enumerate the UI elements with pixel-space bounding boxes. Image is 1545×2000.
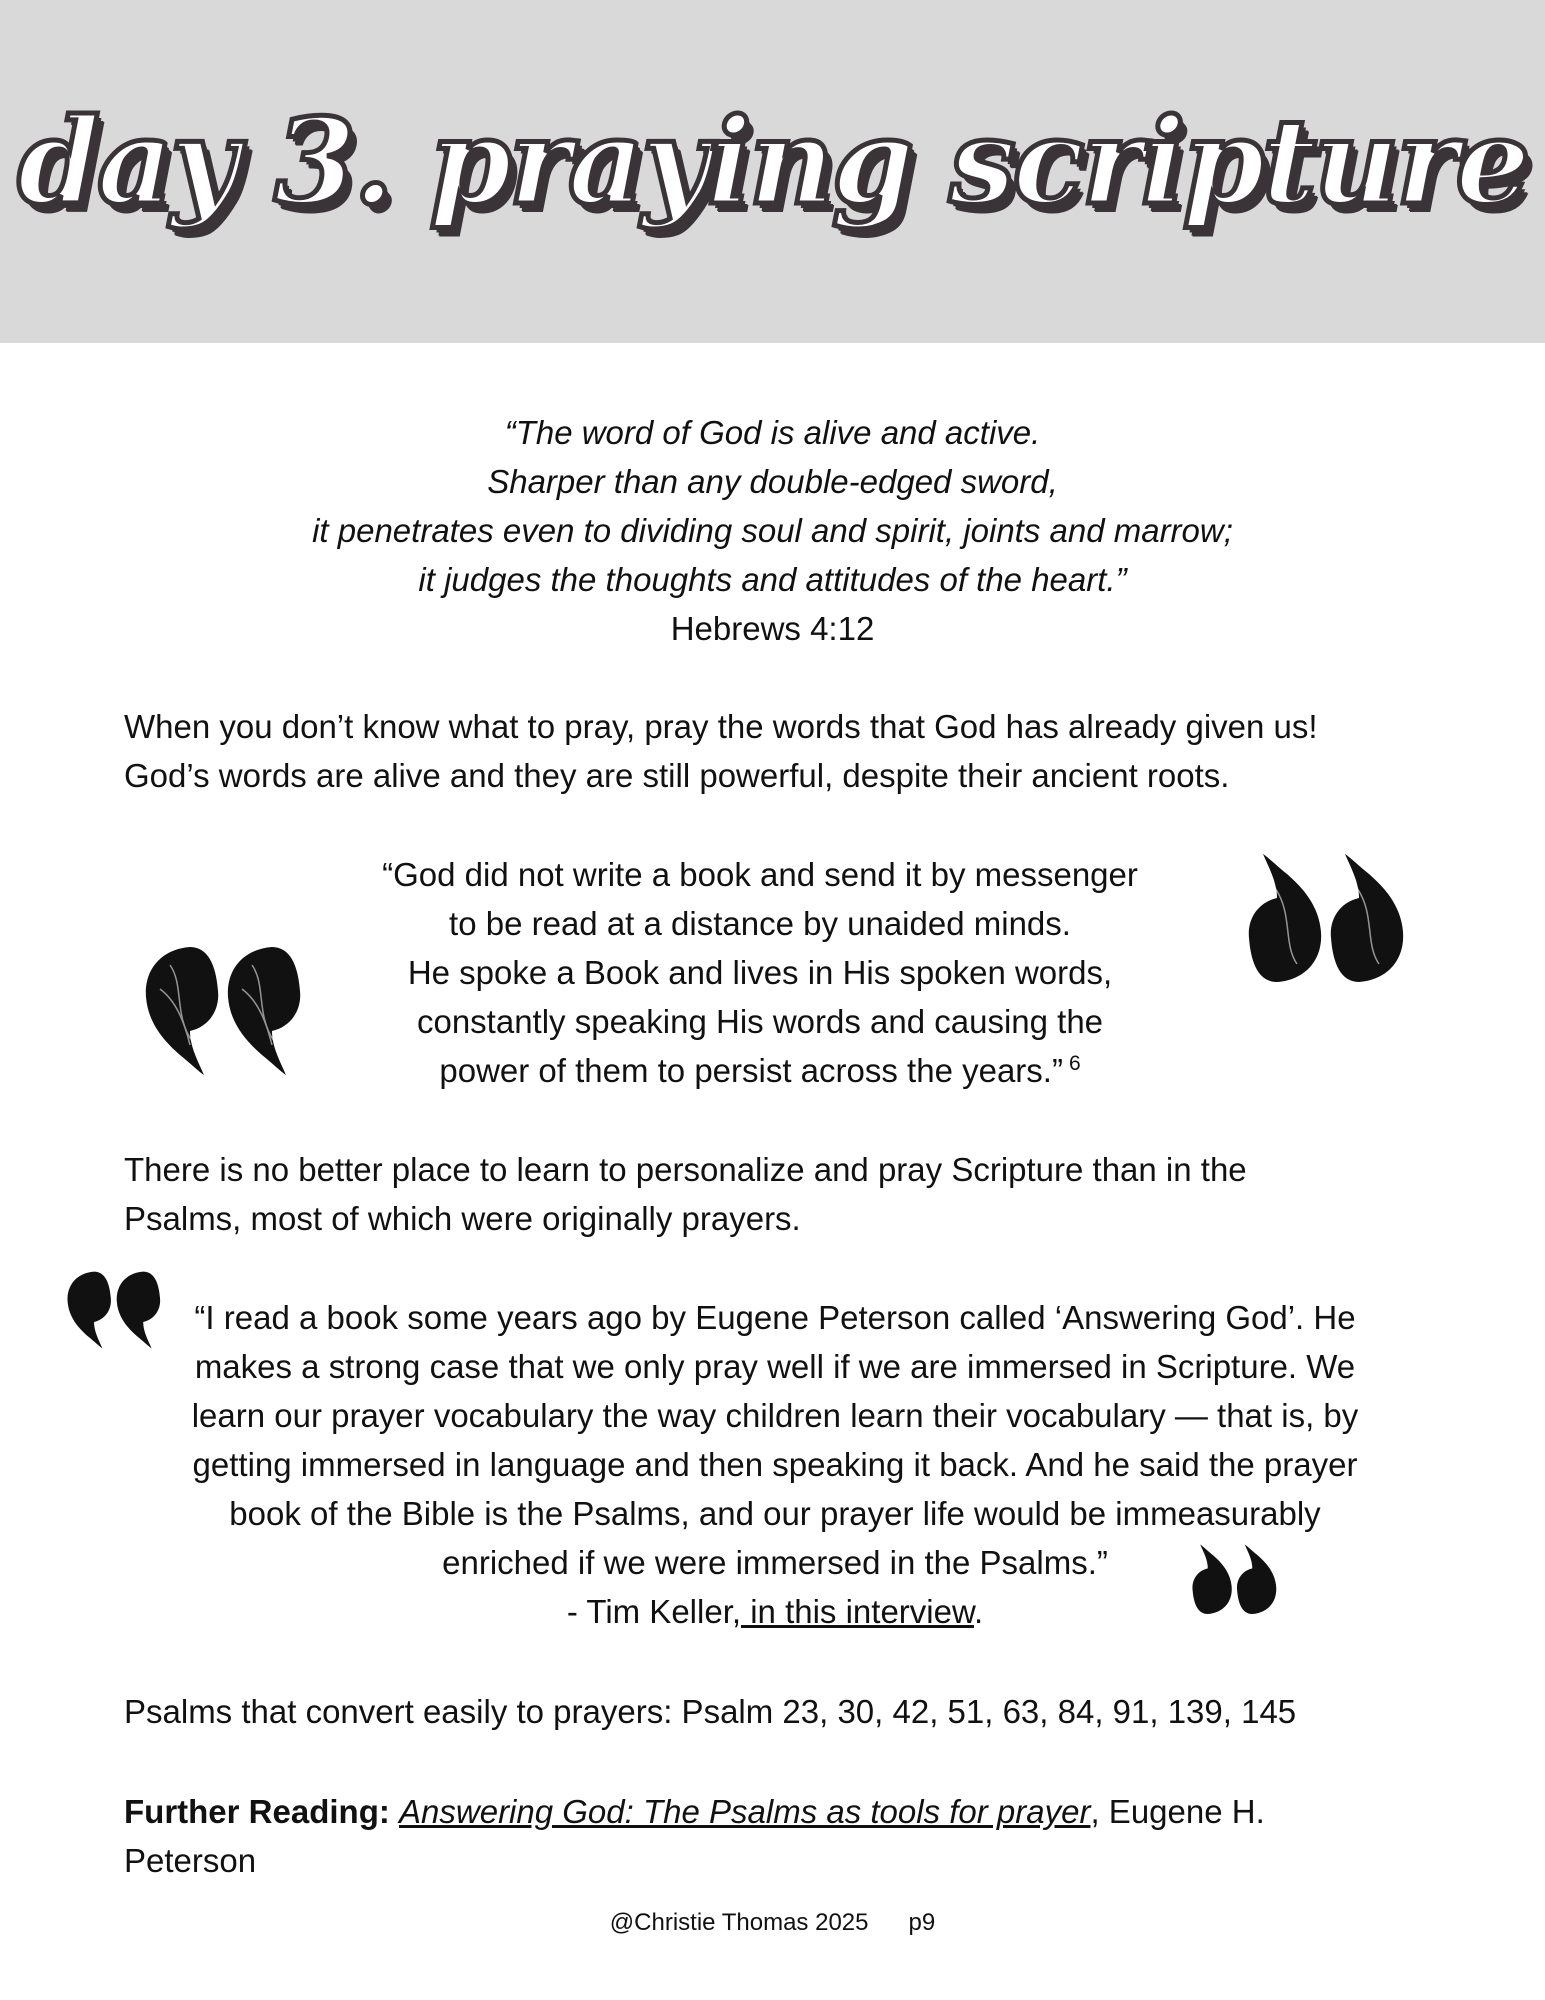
paragraph-line: God’s words are alive and they are still powerful, despite their ancient roots. [124,757,1230,794]
paragraph-line: There is no better place to learn to personalize and pray Scripture than in the [124,1151,1247,1188]
keller-quote [130,1293,1420,1636]
header-banner [0,0,1545,343]
book-author-cont: Peterson [124,1842,257,1879]
quote-line: He spoke a Book and lives in His spoken words, [407,954,1113,991]
verse-reference: Hebrews 4:12 [670,610,875,647]
tozer-quote [340,850,1180,1095]
quote-line: enriched if we were immersed in the Psalms.” [442,1544,1108,1581]
book-author: , Eugene H. [1090,1793,1265,1830]
footnote-marker: 6 [1068,1052,1081,1075]
quote-line: constantly speaking His words and causing the [416,1003,1104,1040]
quote-line: learn our prayer vocabulary the way children learn their vocabulary — that is, by [191,1397,1359,1434]
page-title: day 3. praying scripture [17,92,1528,231]
scripture-quote [0,408,1545,653]
book-link[interactable]: Answering God: The Psalms as tools for prayer [399,1793,1091,1830]
page-footer [0,1908,1545,1938]
verse-line: it judges the thoughts and attitudes of the heart.” [418,561,1127,598]
copyright: @Christie Thomas 2025 [609,1909,869,1936]
attribution-end: . [973,1593,984,1630]
paragraph-line: When you don’t know what to pray, pray the words that God has already given us! [124,708,1318,745]
verse-line: Sharper than any double-edged sword, [487,463,1058,500]
quote-line: getting immersed in language and then speaking it back. And he said the prayer [192,1446,1358,1483]
close-quote-icon [1235,850,1410,985]
intro-paragraph [124,702,1464,800]
interview-link[interactable]: , in this interview [731,1593,974,1630]
paragraph-line: Psalms, most of which were originally prayers. [124,1200,801,1237]
quote-line: to be read at a distance by unaided minds. [449,905,1071,942]
psalms-list: Psalms that convert easily to prayers: Psalm 23, 30, 42, 51, 63, 84, 91, 139, 145 [124,1693,1297,1730]
quote-line: book of the Bible is the Psalms, and our prayer life would be immeasurably [229,1495,1321,1532]
verse-line: “The word of God is alive and active. [504,414,1041,451]
verse-line: it penetrates even to dividing soul and spirit, joints and marrow; [312,512,1233,549]
attribution-author: - Tim Keller [566,1593,732,1630]
psalms-paragraph [124,1145,1464,1243]
quote-line: power of them to persist across the years.” [439,1052,1063,1089]
open-quote-icon [140,945,310,1077]
quote-attribution [130,1587,1420,1636]
further-reading [124,1787,1464,1885]
quote-line: “God did not write a book and send it by messenger [382,856,1138,893]
further-reading-label: Further Reading: [124,1793,390,1830]
quote-line: “I read a book some years ago by Eugene Peterson called ‘Answering God’. He [194,1299,1356,1336]
page-number: p9 [908,1909,936,1936]
quote-line: makes a strong case that we only pray well if we are immersed in Scripture. We [194,1348,1356,1385]
